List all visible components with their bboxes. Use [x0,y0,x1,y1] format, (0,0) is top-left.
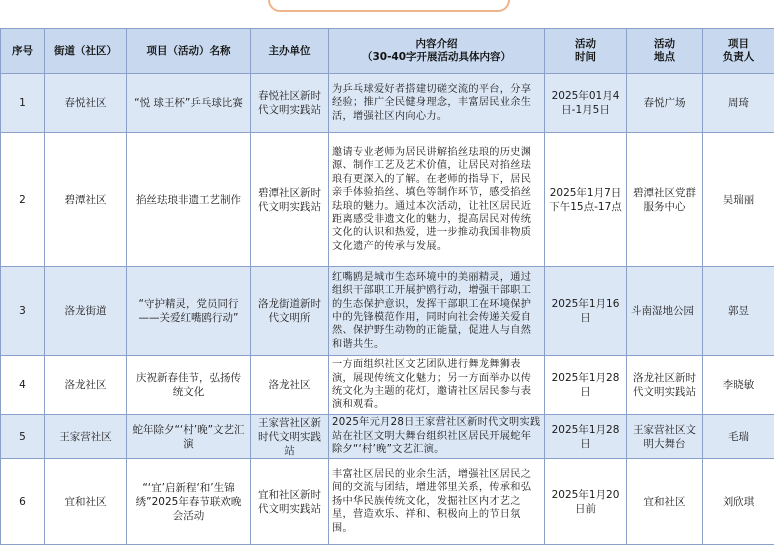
header-leader [703,29,774,74]
row-intro: 邀请专业老师为居民讲解掐丝珐琅的历史渊源、制作工艺及艺术价值，让居民对掐丝珐琅有更深入的了解。在老师的指导下，居民亲手体验掐丝、填色等制作环节，感受掐丝珐琅的魅力。通过本次活动，让社区居民近距离感受非遗文化的魅力，提高居民对传统文化的认识和热爱，进一步推动我国非物质文化遗产的传承与发展。 [329,133,545,267]
table-row [1,415,774,459]
row-intro: 一方面组织社区文艺团队进行舞龙舞狮表演，展现传统文化魅力；另一方面举办以传统文化为主题的花灯，邀请社区居民参与表演和观看。 [329,356,545,415]
row-street: 碧潭社区 [45,133,127,267]
row-organizer: 碧潭社区新时代文明实践站 [251,133,329,267]
row-seq: 4 [1,356,45,415]
row-venue: 宜和社区 [627,459,703,545]
row-venue: 王家营社区文明大舞台 [627,415,703,459]
row-time: 2025年1月28日 [545,356,627,415]
header-venue [627,29,703,74]
row-project: 庆祝新春佳节，弘扬传统文化 [127,356,251,415]
header-row [1,29,774,74]
row-street: 洛龙街道 [45,267,127,356]
header-leader-line1: 项目 [728,38,749,50]
row-time: 2025年1月20日前 [545,459,627,545]
row-leader: 毛瑞 [703,415,774,459]
row-venue: 碧潭社区党群服务中心 [627,133,703,267]
row-intro: 2025年元月28日王家营社区新时代文明实践站在社区文明大舞台组织社区居民开展蛇年除夕“‘村’晚”文艺汇演。 [329,415,545,459]
row-seq: 6 [1,459,45,545]
row-time: 2025年1月28日 [545,415,627,459]
table-row [1,133,774,267]
row-project: 掐丝珐琅非遗工艺制作 [127,133,251,267]
table-row [1,459,774,545]
header-intro-title: 内容介绍 [415,38,458,50]
row-organizer: 洛龙街道新时代文明所 [251,267,329,356]
row-seq: 5 [1,415,45,459]
row-leader: 刘欣琪 [703,459,774,545]
row-time: 2025年1月7日下午15点-17点 [545,133,627,267]
row-leader: 周琦 [703,74,774,133]
row-intro: 丰富社区居民的业余生活，增强社区居民之间的交流与团结，增进邻里关系，传承和弘扬中华民族传统文化，发掘社区内才艺之星，营造欢乐、祥和、积极向上的节日氛围。 [329,459,545,545]
row-leader: 李晓敏 [703,356,774,415]
header-intro [329,29,545,74]
row-street: 王家营社区 [45,415,127,459]
row-street: 洛龙社区 [45,356,127,415]
header-time-line1: 活动 [575,38,596,50]
row-time: 2025年01月4日-1月5日 [545,74,627,133]
header-seq: 序号 [1,29,45,74]
table-row [1,267,774,356]
row-seq: 3 [1,267,45,356]
header-organizer: 主办单位 [251,29,329,74]
row-street: 春悦社区 [45,74,127,133]
row-organizer: 王家营社区新时代文明实践站 [251,415,329,459]
row-project: 蛇年除夕“‘村’晚”文艺汇演 [127,415,251,459]
row-seq: 1 [1,74,45,133]
header-time-line2: 时间 [575,51,596,63]
header-venue-line1: 活动 [654,38,675,50]
row-leader: 吴瑞丽 [703,133,774,267]
row-leader: 郭昱 [703,267,774,356]
header-project: 项目（活动）名称 [127,29,251,74]
row-venue: 斗南湿地公园 [627,267,703,356]
header-street: 街道（社区） [45,29,127,74]
table-row [1,356,774,415]
activity-table [0,28,774,545]
row-project: “守护精灵，党员同行——关爱红嘴鸥行动” [127,267,251,356]
row-venue: 春悦广场 [627,74,703,133]
row-time: 2025年1月16日 [545,267,627,356]
row-project: “悦 球王杯”乒乓球比赛 [127,74,251,133]
row-organizer: 洛龙社区 [251,356,329,415]
header-venue-line2: 地点 [654,51,675,63]
row-seq: 2 [1,133,45,267]
header-leader-line2: 负责人 [722,51,755,63]
header-intro-subtitle: （30-40字开展活动具体内容） [361,51,512,63]
row-organizer: 春悦社区新时代文明实践站 [251,74,329,133]
table-row [1,74,774,133]
row-project: “‘宜’启新程‘和’生锦绣”2025年春节联欢晚会活动 [127,459,251,545]
row-intro: 为乒乓球爱好者搭建切磋交流的平台，分享经验；推广全民健身理念，丰富居民业余生活，增强社区内向心力。 [329,74,545,133]
row-intro: 红嘴鸥是城市生态环境中的美丽精灵，通过组织干部职工开展护鸥行动，增强干部职工的生态保护意识，发挥干部职工在环境保护中的先锋模范作用，同时向社会传递关爱自然、保护野生动物的正能量，促进人与自然和谐共生。 [329,267,545,356]
header-time [545,29,627,74]
top-decorative-tab [268,0,510,12]
row-street: 宜和社区 [45,459,127,545]
row-venue: 洛龙社区新时代文明实践站 [627,356,703,415]
row-organizer: 宜和社区新时代文明实践站 [251,459,329,545]
